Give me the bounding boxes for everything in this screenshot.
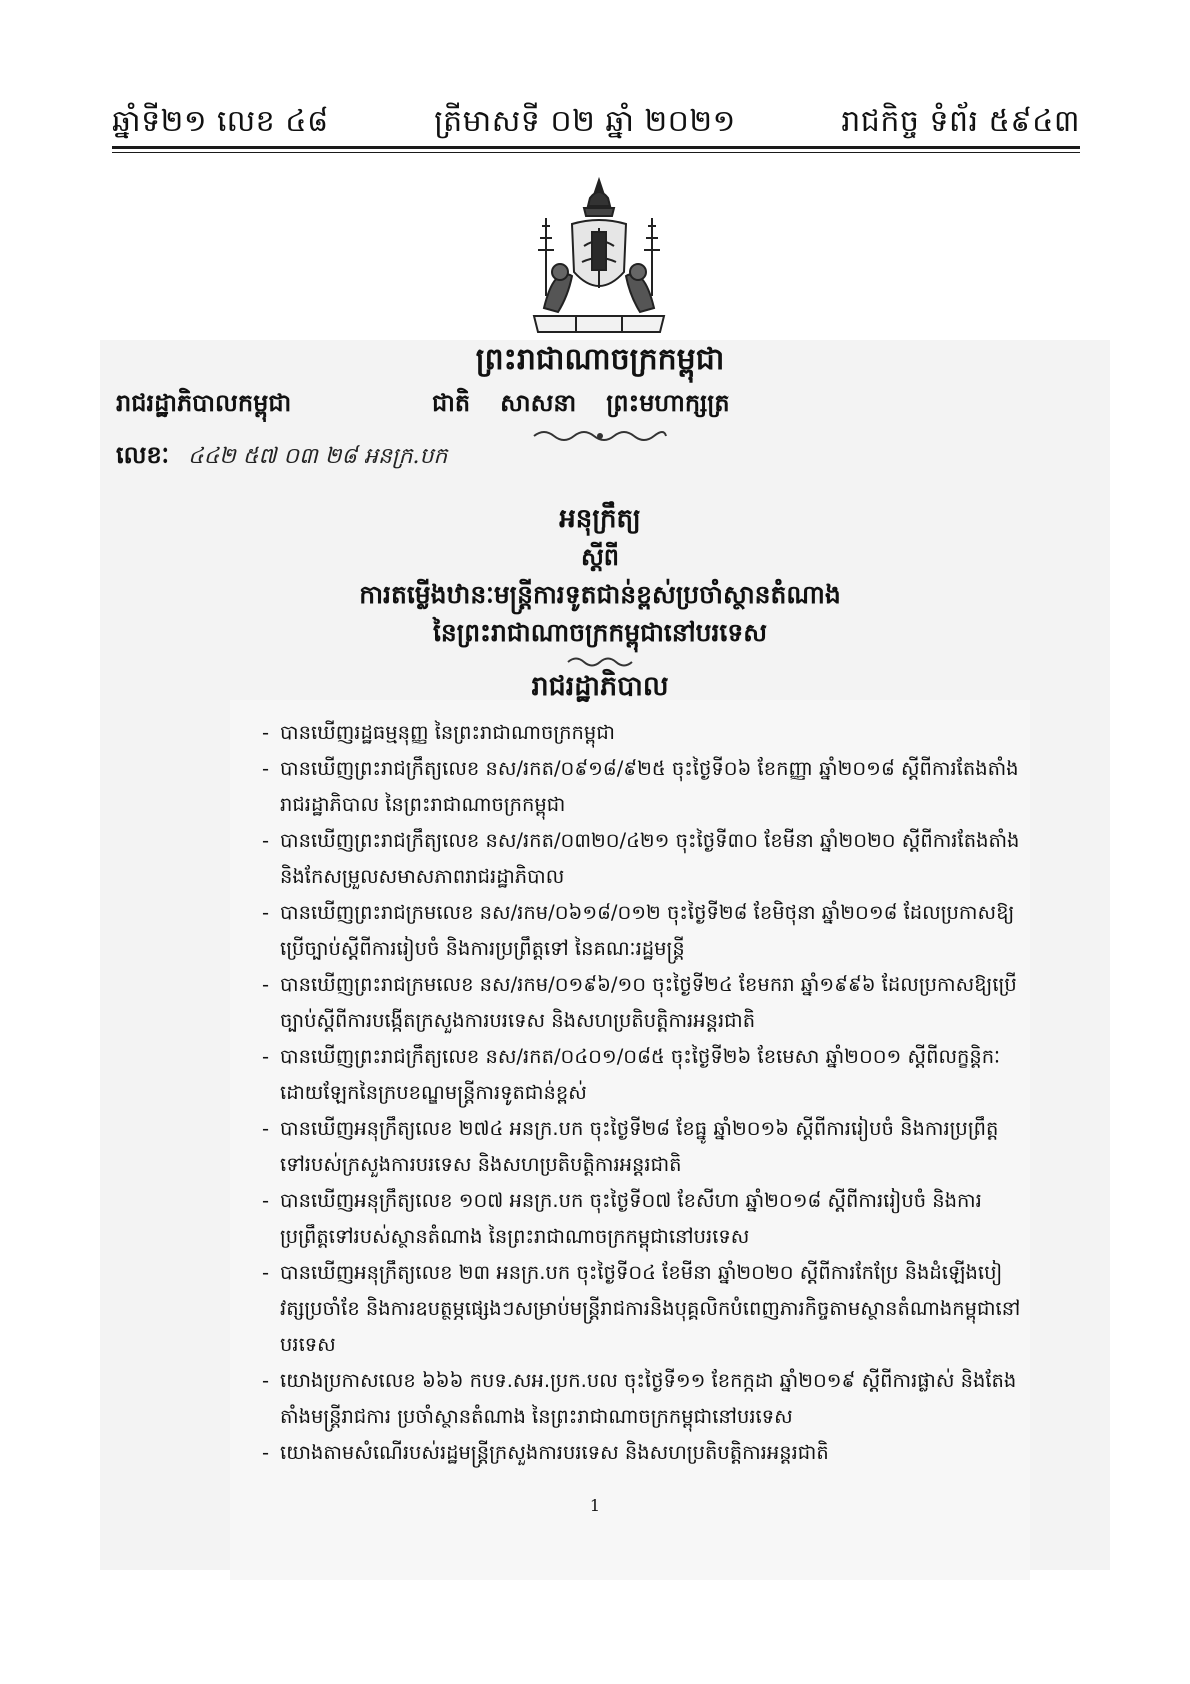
small-ornament-icon (566, 655, 634, 669)
document-type: អនុក្រឹត្យ (559, 504, 641, 534)
preamble-item: - បានឃើញព្រះរាជក្រឹត្យលេខ នស/រកត/០៩១៨/៩២៥ ចុះថ្ងៃទី០៦ ខែកញ្ញា ឆ្នាំ២០១៨ ស្តីពីការតែងតាំងរាជរដ្ឋាភិបាល នៃព្រះរាជាណាចក្រកម្ពុជា (262, 751, 1022, 823)
header-rule-thin (112, 152, 1080, 153)
preamble-item: - បានឃើញអនុក្រឹត្យលេខ ២៧៤ អនក្រ.បក ចុះថ្ងៃទី២៨ ខែធ្នូ ឆ្នាំ២០១៦ ស្តីពីការរៀបចំ និងការប្រព្រឹត្តទៅរបស់ក្រសួងការបរទេស និងសហប្រតិបត្តិការអន្តរជាតិ (262, 1111, 1022, 1183)
royal-coat-of-arms-icon (524, 176, 674, 336)
document-about: ស្តីពី (580, 543, 620, 571)
preamble-item: - យោងប្រកាសលេខ ៦៦៦ កបទ.សអ.ប្រក.បល ចុះថ្ងៃទី១១ ខែកក្កដា ឆ្នាំ២០១៩ ស្តីពីការផ្លាស់ និងតែងតាំងមន្ត្រីរាជការ ប្រចាំស្ថានតំណាង នៃព្រះរាជាណាចក្រកម្ពុជានៅបរទេស (262, 1363, 1022, 1435)
decorative-ornament-icon (530, 428, 670, 444)
motto-nation: ជាតិ (432, 389, 471, 417)
preamble-item: - បានឃើញព្រះរាជក្រមលេខ នស/រកម/០១៩៦/១០ ចុះថ្ងៃទី២៤ ខែមករា ឆ្នាំ១៩៩៦ ដែលប្រកាសឱ្យប្រើច្បាប់ស្តីពីការបង្កើតក្រសួងការបរទេស និងសហប្រតិបត្តិការអន្តរជាតិ (262, 967, 1022, 1039)
preamble-item: - បានឃើញព្រះរាជក្រឹត្យលេខ នស/រកត/០៣២០/៤២១ ចុះថ្ងៃទី៣០ ខែមីនា ឆ្នាំ២០២០ ស្តីពីការតែងតាំង និងកែសម្រួលសមាសភាពរាជរដ្ឋាភិបាល (262, 823, 1022, 895)
preamble-item: - បានឃើញអនុក្រឹត្យលេខ ២៣ អនក្រ.បក ចុះថ្ងៃទី០៤ ខែមីនា ឆ្នាំ២០២០ ស្តីពីការកែប្រែ និងដំឡើងបៀវត្សប្រចាំខែ និងការឧបត្ថម្ភផ្សេងៗសម្រាប់មន្ត្រីរាជការនិងបុគ្គលិកបំពេញភារកិច្ចតាមស្ថានតំណាងកម្ពុជានៅបរទេស (262, 1255, 1022, 1363)
national-motto (432, 388, 730, 423)
preamble-item: - យោងតាមសំណើរបស់រដ្ឋមន្ត្រីក្រសួងការបរទេស និងសហប្រតិបត្តិការអន្តរជាតិ (262, 1435, 1022, 1471)
preamble-item: - បានឃើញព្រះរាជក្រឹត្យលេខ នស/រកត/០៤០១/០៨៥ ចុះថ្ងៃទី២៦ ខែមេសា ឆ្នាំ២០០១ ស្តីពីលក្ខន្តិកៈដោយឡែកនៃក្របខណ្ឌមន្ត្រីការទូតជាន់ខ្ពស់ (262, 1039, 1022, 1111)
header-rule-thick (112, 146, 1080, 149)
issuer: រាជរដ្ឋាភិបាល (531, 671, 669, 702)
preamble-item: - បានឃើញរដ្ឋធម្មនុញ្ញ នៃព្រះរាជាណាចក្រកម្ពុជា (262, 715, 1022, 751)
document-subject-line-2: នៃព្រះរាជាណាចក្រកម្ពុជានៅបរទេស (432, 618, 768, 647)
motto-king: ព្រះមហាក្សត្រ (606, 389, 730, 417)
document-number-label: លេខៈ (116, 441, 170, 469)
quarter: ត្រីមាសទី ០២ ឆ្នាំ ២០២១ (434, 104, 736, 139)
ministry-name: រាជរដ្ឋាភិបាលកម្ពុជា (116, 389, 292, 417)
document-number-value: ៤៤២ ៥៧ ០៣ ២៨ អនក្រ.បក (188, 444, 448, 469)
kingdom-title: ព្រះរាជាណាចក្រកម្ពុជា (475, 342, 725, 377)
motto-religion: សាសនា (500, 389, 577, 417)
preamble-item: - បានឃើញព្រះរាជក្រមលេខ នស/រកម/០៦១៨/០១២ ចុះថ្ងៃទី២៨ ខែមិថុនា ឆ្នាំ២០១៨ ដែលប្រកាសឱ្យប្រើច្បាប់ស្តីពីការរៀបចំ និងការប្រព្រឹត្តទៅ នៃគណៈរដ្ឋមន្ត្រី (262, 895, 1022, 967)
gazette-page-number: រាជកិច្ច ទំព័រ ៥៩៤៣ (841, 104, 1080, 139)
page-number: 1 (589, 1496, 601, 1515)
document-subject-line-1: ការតម្លើងឋានៈមន្ត្រីការទូតជាន់ខ្ពស់ប្រចាំស្ថានតំណាង (359, 580, 841, 609)
year-issue: ឆ្នាំទី២១ លេខ ៤៨ (112, 104, 329, 139)
preamble-list (262, 715, 1022, 1471)
preamble-item: - បានឃើញអនុក្រឹត្យលេខ ១០៧ អនក្រ.បក ចុះថ្ងៃទី០៧ ខែសីហា ឆ្នាំ២០១៨ ស្តីពីការរៀបចំ និងការប្រព្រឹត្តទៅរបស់ស្ថានតំណាង នៃព្រះរាជាណាចក្រកម្ពុជានៅបរទេស (262, 1183, 1022, 1255)
gazette-header (112, 98, 1080, 150)
